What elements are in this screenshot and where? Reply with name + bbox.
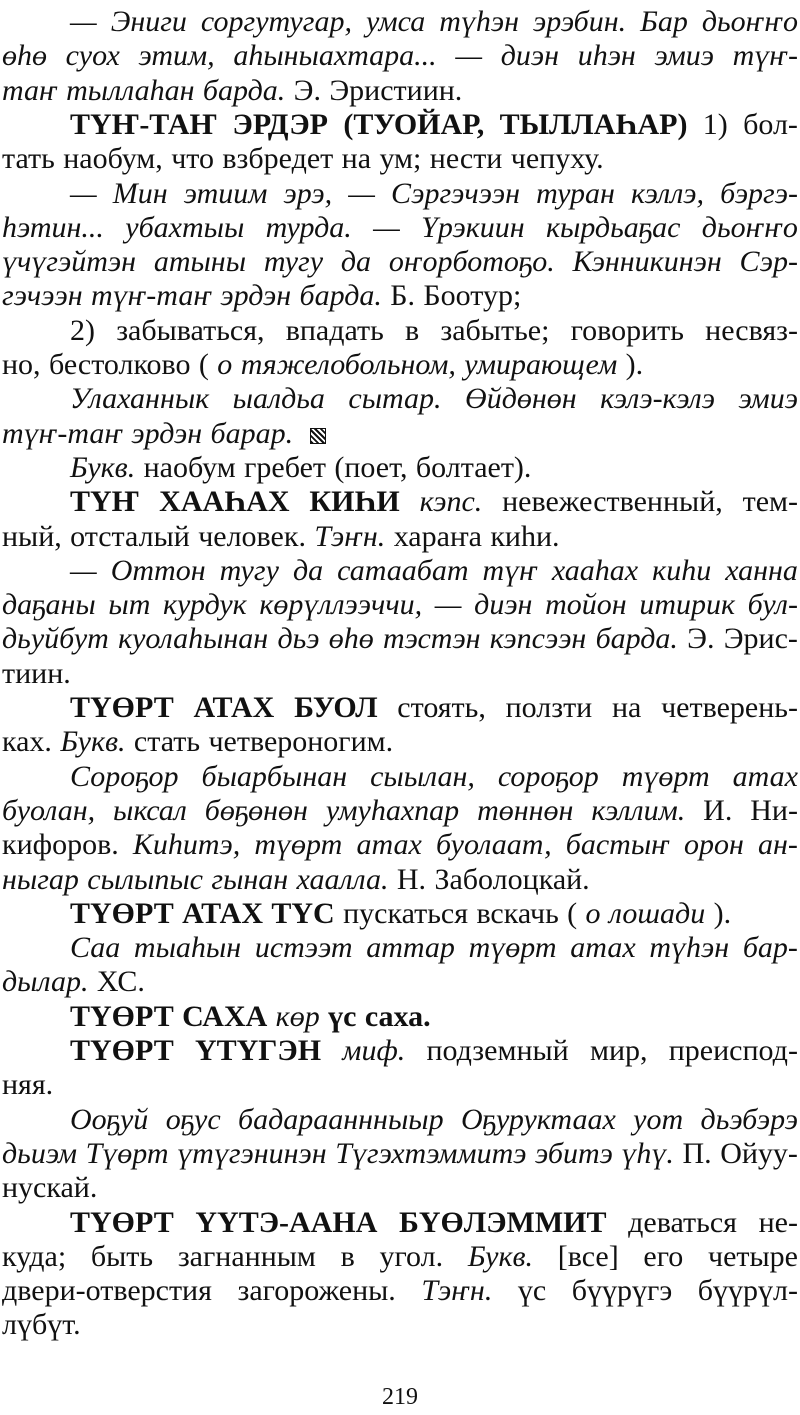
text-line: ТҮҤ-ТАҤ ЭРДЭР (ТУОЙАР, ТЫЛЛАҺАР) 1) бол- <box>70 107 798 141</box>
hatched-square-icon <box>310 428 326 444</box>
text-line: тиин. <box>2 656 71 690</box>
text-line: Сороҕор быарбынан сыылан, сороҕор түөрт атах <box>70 759 798 793</box>
text-line: ТҮӨРТ САХА көр үс саха. <box>70 999 431 1033</box>
text-line: Букв. наобум гребет (поет, болтает). <box>70 450 532 484</box>
text-line: дьуйбут куолаһынан дьэ өһө тэстэн кэпсээн барда. Э. Эрис- <box>2 622 798 656</box>
page-number: 219 <box>382 1384 418 1410</box>
text-line: — Мин этиим эрэ, — Сэргэчээн туран кэллэ, бэргэ- <box>70 176 798 210</box>
text-line: ТҮҤ ХААҺАХ КИҺИ кэпс. невежественный, тем- <box>70 485 798 519</box>
text-line: үчүгэйтэн атыны тугу да оҥорботоҕо. Кэнникинэн Сэр- <box>2 245 798 279</box>
text-line: дьиэм Түөрт үтүгэнинэн Түгэхтэммитэ эбитэ үһү. П. Ойуу- <box>2 1136 798 1170</box>
text-line: таҥ тыллаһан барда. Э. Эристиин. <box>2 73 463 107</box>
text-line: өһө суох этим, аһыныахтара... — диэн иһэн эмиэ түҥ- <box>2 39 798 73</box>
text-line: двери-отверстия загорожены. Тэҥн. үс бүүрүгэ бүүрүл- <box>2 1274 798 1308</box>
text-line: Улаханнык ыалдьа сытар. Өйдөнөн кэлэ-кэлэ эмиэ <box>70 382 798 416</box>
text-line: — Эниги соргутугар, умса түһэн эрэбин. Бар дьоҥҥо <box>70 5 798 38</box>
text-line: түҥ-таҥ эрдэн барар. <box>2 414 798 455</box>
text-line: тать наобум, что взбредет на ум; нести чепуху. <box>2 142 604 176</box>
text-line: ТҮӨРТ АТАХ БУОЛ стоять, ползти на четверень- <box>70 691 798 724</box>
text-line: куда; быть загнанным в угол. Букв. [все] его четыре <box>2 1239 798 1273</box>
text-line: ТҮӨРТ АТАХ ТҮС пускаться вскачь ( о лошади ). <box>70 896 732 930</box>
text-line: ках. Букв. стать четвероногим. <box>2 725 394 759</box>
text-line: Ооҕуй оҕус бадарааннныыр Оҕуруктаах уот дьэбэрэ <box>70 1102 798 1136</box>
text-line: һэтин... убахтыы турда. — Үрэкиин кырдьаҕас дьоҥҥо <box>2 210 798 244</box>
text-line: но, бестолково ( о тяжелобольном, умирающем ). <box>2 348 644 381</box>
text-line: нускай. <box>2 1171 98 1205</box>
text-line: Саа тыаһын истээт аттар түөрт атах түһэн бар- <box>70 931 798 965</box>
text-line: ТҮӨРТ ҮТҮГЭН миф. подземный мир, преиспод- <box>70 1034 798 1067</box>
text-line: даҕаны ыт курдук көрүллээччи, — диэн тойон итирик бул- <box>2 588 798 622</box>
text-line: ныгар сылыпыс гынан хаалла. Н. Заболоцкай. <box>2 862 590 896</box>
text-line: 2) забываться, впадать в забытье; говорить несвяз- <box>70 313 798 347</box>
text-line: — Оттон тугу да сатаабат түҥ хааһах киһи ханна <box>70 553 798 587</box>
text-line: ТҮӨРТ ҮҮТЭ-ААНА БҮӨЛЭММИТ деваться не- <box>70 1205 798 1239</box>
text-line: дылар. ХС. <box>2 965 145 999</box>
text-line: няя. <box>2 1068 54 1102</box>
text-line: лүбүт. <box>2 1308 81 1342</box>
text-line: гэчээн түҥ-таҥ эрдэн барда. Б. Боотур; <box>2 279 522 313</box>
text-line: ный, отсталый человек. Тэҥн. хараҥа киһи. <box>2 519 560 553</box>
text-line: буолан, ыксал бөҕөнөн умуһахпар төннөн кэллим. И. Ни- <box>2 793 798 827</box>
text-line: кифоров. Киһитэ, түөрт атах буолаат, бастыҥ орон ан- <box>2 828 798 862</box>
